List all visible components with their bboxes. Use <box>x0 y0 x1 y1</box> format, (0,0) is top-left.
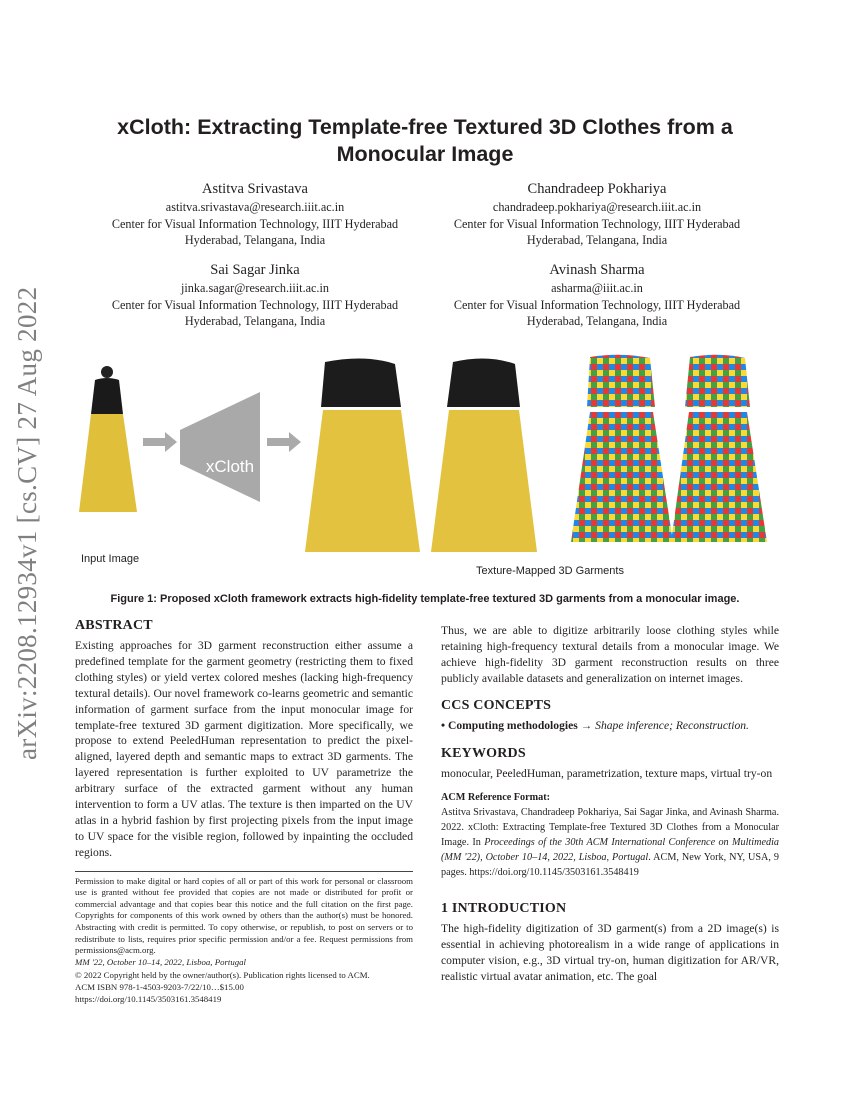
ccs-arrow: → <box>577 718 596 732</box>
doi-link[interactable]: https://doi.org/10.1145/3503161.3548419 <box>75 993 222 1004</box>
textured-garment-front <box>305 358 420 552</box>
author-block <box>427 180 767 249</box>
author-email: astitva.srivastava@research.iiit.ac.in <box>165 200 345 214</box>
author-affiliation: Center for Visual Information Technology, IIIT Hyderabad <box>453 297 741 312</box>
input-image <box>79 366 137 512</box>
figure-caption: Figure 1: Proposed xCloth framework extracts high-fidelity template-free textured 3D garments from a monocular image. <box>110 593 740 605</box>
ccs-heading: CCS CONCEPTS <box>441 697 552 713</box>
output-label: Texture-Mapped 3D Garments <box>476 565 624 577</box>
figure-1 <box>75 352 775 582</box>
author-name: Astitva Srivastava <box>202 181 308 197</box>
author-affiliation: Center for Visual Information Technology, IIIT Hyderabad <box>453 216 741 231</box>
abstract-heading: ABSTRACT <box>75 618 153 633</box>
isbn: ACM ISBN 978-1-4503-9203-7/22/10…$15.00 <box>75 982 244 993</box>
uv-checker-garment-front <box>571 355 673 542</box>
author-location: Hyderabad, Telangana, India <box>526 314 668 328</box>
xcloth-label: xCloth <box>205 457 255 476</box>
author-email: jinka.sagar@research.iiit.ac.in <box>181 281 329 295</box>
paper-title: xCloth: Extracting Template-free Textured 3D Clothes from a Monocular Image <box>117 115 733 166</box>
keywords-text: monocular, PeeledHuman, parametrization, texture maps, virtual try-on <box>441 766 773 780</box>
input-image-label: Input Image <box>81 553 140 565</box>
footnote-divider <box>75 871 413 1006</box>
author-location: Hyderabad, Telangana, India <box>526 233 668 247</box>
acm-reference <box>441 790 779 880</box>
keywords-heading: KEYWORDS <box>441 745 526 761</box>
author-affiliation: Center for Visual Information Technology, IIIT Hyderabad <box>111 297 399 312</box>
author-block <box>85 180 425 249</box>
textured-garment-back <box>431 358 537 552</box>
left-column <box>75 617 413 1005</box>
arrow-icon <box>143 432 177 452</box>
author-block <box>427 261 767 330</box>
copyright: © 2022 Copyright held by the owner/author(s). Publication rights licensed to ACM. <box>75 970 370 981</box>
arrow-icon <box>267 432 301 452</box>
abstract-continuation: Thus, we are able to digitize arbitrarily loose clothing styles while retaining high-frequency textural details from a monocular image. We achieve high-fidelity 3D garment reconstruction results on three publicly available datasets and generalization on internet images. <box>441 624 779 685</box>
ccs-concepts <box>441 718 779 734</box>
author-location: Hyderabad, Telangana, India <box>184 314 326 328</box>
introduction-heading: 1 INTRODUCTION <box>441 901 567 917</box>
uv-checker-garment-back <box>671 355 767 542</box>
acm-reference-tail: . ACM, New York, NY, USA, 9 pages. https://doi.org/10.1145/3503161.3548419 <box>441 852 779 879</box>
author-location: Hyderabad, Telangana, India <box>184 233 326 247</box>
permission-notice: Permission to make digital or hard copies of all or part of this work for personal or classroom use is granted without fee provided that copies are not made or distributed for profit or commercial advantage and that copies bear this notice and the full citation on the first page. Copyrights for components of this work owned by others than the author(s) must be honored. Abstracting with credit is permitted. To copy otherwise, or republish, to post on servers or to redistribute to lists, requires prior specific permission and/or a fee. Request permissions from permissions@acm.org. <box>75 875 413 956</box>
abstract-text: Existing approaches for 3D garment reconstruction either assume a predefined template for the garment geometry (restricting them to fixed clothing styles) or yield vertex colored meshes (lacking high-frequency textural details). Our novel framework co-learns geometric and semantic information of garment surface from the input monocular image for template-free textured 3D garment digitization. More specifically, we propose to extend PeeledHuman representation to predict the pixel-aligned, layered depth and semantic maps to extract 3D garments. The layered representation is further exploited to UV parametrize the arbitrary surface of the extracted garment without any human intervention to form a UV atlas. The texture is then imparted on the UV atlas in a hybrid fashion by first projecting pixels from the input image to UV space for the visible region, followed by inpainting the occluded regions. <box>75 639 413 859</box>
author-affiliation: Center for Visual Information Technology, IIIT Hyderabad <box>111 216 399 231</box>
author-email: chandradeep.pokhariya@research.iiit.ac.in <box>492 200 702 214</box>
acm-reference-authors: Astitva Srivastava, Chandradeep Pokhariya, Sai Sagar Jinka, and Avinash Sharma. 2022. xCloth: Extracting Template-free Textured 3D Clothes from a Monocular Image. In <box>441 807 779 849</box>
author-name: Avinash Sharma <box>549 262 645 278</box>
author-block <box>85 261 425 330</box>
right-column <box>441 623 779 985</box>
acm-reference-heading: ACM Reference Format: <box>441 792 550 804</box>
xcloth-network-block <box>180 392 260 502</box>
venue: MM '22, October 10–14, 2022, Lisboa, Portugal <box>75 956 246 967</box>
author-name: Sai Sagar Jinka <box>210 262 300 278</box>
ccs-category: • Computing methodologies <box>441 718 578 732</box>
arxiv-identifier: arXiv:2208.12934v1 [cs.CV] 27 Aug 2022 <box>12 286 42 760</box>
introduction-text: The high-fidelity digitization of 3D garment(s) from a 2D image(s) is essential in achieving photorealism in a wide range of applications in computer vision, e.g., 3D virtual try-on, human digitization for AR/VR, realistic virtual avatar animation, etc. The goal <box>441 922 779 984</box>
ccs-terms: Shape inference; Reconstruction. <box>595 718 749 732</box>
author-name: Chandradeep Pokhariya <box>527 181 667 197</box>
acm-reference-venue: Proceedings of the 30th ACM International Conference on Multimedia (MM '22), October 10–14, 2022, Lisboa, Portugal <box>441 837 779 864</box>
author-email: asharma@iiit.ac.in <box>551 281 643 295</box>
